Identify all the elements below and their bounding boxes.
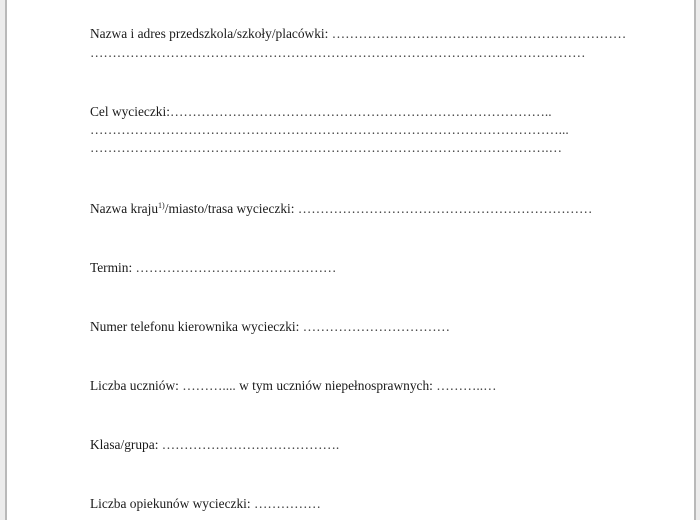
field-label-disabled-students: w tym uczniów niepełnosprawnych: [239, 378, 433, 393]
field-class-group [90, 437, 339, 453]
fill-in-dots[interactable]: …………………………… [299, 319, 450, 334]
field-student-count [90, 378, 496, 394]
field-country-city-route [90, 201, 592, 217]
fill-in-dots[interactable]: ……….... [178, 378, 240, 393]
fill-in-dots[interactable]: ………………………………………………………… [328, 26, 627, 41]
document-page [5, 0, 696, 520]
field-school-name [90, 26, 626, 42]
field-school-name-continuation [90, 45, 585, 61]
fill-in-dots[interactable]: ………………………………………………………………………………………………… [90, 45, 586, 60]
field-date [90, 260, 336, 276]
field-label: Nazwa kraju [90, 201, 159, 216]
field-label: Liczba opiekunów wycieczki: [90, 496, 251, 511]
fill-in-dots[interactable]: ………………………………………………………………………….. [169, 104, 552, 119]
field-trip-purpose [90, 104, 552, 120]
field-label: Cel wycieczki: [90, 104, 170, 119]
field-leader-phone [90, 319, 450, 335]
field-guardian-count [90, 496, 321, 512]
fill-in-dots[interactable]: …………… [250, 496, 321, 511]
field-label: Nazwa i adres przedszkola/szkoły/placówki: [90, 26, 329, 41]
field-label: Numer telefonu kierownika wycieczki: [90, 319, 300, 334]
fill-in-dots[interactable]: ………………………………………………………………………………………….… [90, 140, 563, 155]
fill-in-dots[interactable]: ………..… [432, 378, 497, 393]
field-label: Klasa/grupa: [90, 437, 159, 452]
fill-in-dots[interactable]: ……………………………………………………………………………………………... [90, 122, 569, 137]
field-trip-purpose-continuation-1 [90, 122, 569, 138]
fill-in-dots[interactable]: ……………………………………… [132, 260, 337, 275]
fill-in-dots[interactable]: ………………………………………………………… [294, 201, 593, 216]
field-label-rest: /miasto/trasa wycieczki: [164, 201, 295, 216]
field-trip-purpose-continuation-2 [90, 140, 562, 156]
footnote-marker: 1) [158, 201, 165, 210]
field-label: Termin: [90, 260, 133, 275]
field-label: Liczba uczniów: [90, 378, 179, 393]
fill-in-dots[interactable]: …………………………………. [158, 437, 340, 452]
